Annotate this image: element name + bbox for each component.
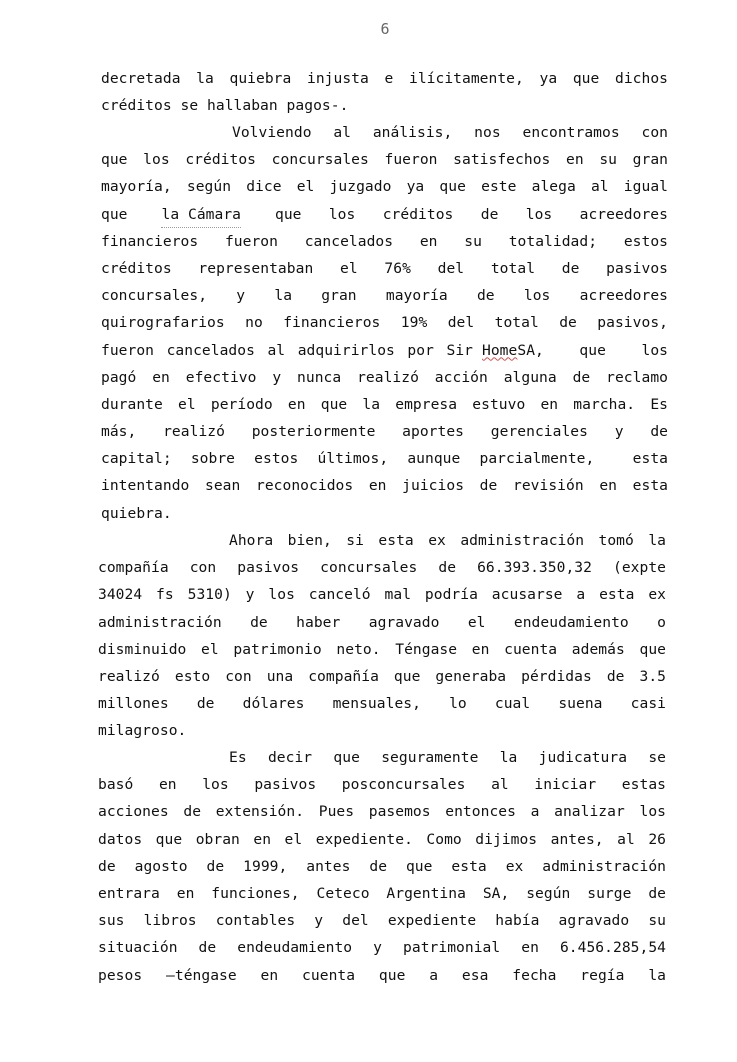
text-line: realizó esto con una compañía que generaba pérdidas de 3.5 [98, 667, 666, 685]
spellcheck-word: Home [482, 341, 518, 359]
text-line: más, realizó posteriormente aportes gerenciales y de [101, 423, 668, 441]
text-line: capital; sobre estos últimos, aunque parcialmente, esta [101, 450, 668, 468]
text-line: milagroso. [98, 722, 187, 740]
text-line: basó en los pasivos posconcursales al iniciar estas [98, 776, 666, 794]
text-line: pesos –téngase en cuenta que a esa fecha regía la [98, 966, 666, 984]
text-line [101, 201, 668, 228]
text-line: créditos se hallaban pagos-. [101, 97, 349, 115]
text-fragment: SA, que los [517, 341, 668, 359]
text-line: situación de endeudamiento y patrimonial en 6.456.285,54 [98, 939, 666, 957]
text-line: quirografarios no financieros 19% del total de pasivos, [101, 314, 668, 332]
text-line: 34024 fs 5310) y los canceló mal podría acusarse a esta ex [98, 586, 666, 604]
text-line: acciones de extensión. Pues pasemos entonces a analizar los [98, 803, 666, 821]
text-line: compañía con pasivos concursales de 66.393.350,32 (expte [98, 559, 666, 577]
paragraph-2 [101, 119, 668, 527]
text-line: mayoría, según dice el juzgado ya que este alega al igual [101, 178, 668, 196]
text-word: que [101, 205, 128, 223]
text-line: entrara en funciones, Ceteco Argentina SA, según surge de [98, 884, 666, 902]
text-line: quiebra. [101, 504, 172, 522]
text-line: decretada la quiebra injusta e ilícitamente, ya que dichos [101, 70, 668, 87]
text-line: que los créditos concursales fueron satisfechos en su gran [101, 151, 668, 169]
text-fragment: fueron cancelados al adquirirlos por Sir [101, 341, 473, 359]
text-line: datos que obran en el expediente. Como dijimos antes, al 26 [98, 830, 666, 848]
text-line: durante el período en que la empresa estuvo en marcha. Es [101, 395, 668, 413]
text-line: pagó en efectivo y nunca realizó acción alguna de reclamo [101, 368, 668, 386]
text-line: millones de dólares mensuales, lo cual suena casi [98, 695, 666, 713]
text-line: Es decir que seguramente la judicatura se [229, 749, 666, 766]
text-line: sus libros contables y del expediente había agravado su [98, 912, 666, 930]
paragraph-3 [98, 527, 666, 745]
text-line: administración de haber agravado el endeudamiento o [98, 613, 666, 631]
underlined-phrase: la Cámara [161, 201, 241, 228]
text-line: créditos representaban el 76% del total de pasivos [101, 259, 668, 277]
paragraph-1 [101, 65, 668, 119]
text-line: de agosto de 1999, antes de que esta ex administración [98, 857, 666, 875]
text-line: disminuido el patrimonio neto. Téngase en cuenta además que [98, 640, 666, 658]
text-line: Volviendo al análisis, nos encontramos con [232, 124, 668, 141]
text-fragment: que los créditos de los acreedores [274, 205, 668, 223]
page-number: 6 [380, 20, 390, 38]
text-line: financieros fueron cancelados en su totalidad; estos [101, 232, 668, 250]
text-line: intentando sean reconocidos en juicios de revisión en esta [101, 477, 668, 495]
paragraph-4 [98, 744, 666, 989]
text-line: concursales, y la gran mayoría de los acreedores [101, 287, 668, 305]
text-line: Ahora bien, si esta ex administración tomó la [229, 532, 666, 549]
text-line [101, 337, 668, 364]
